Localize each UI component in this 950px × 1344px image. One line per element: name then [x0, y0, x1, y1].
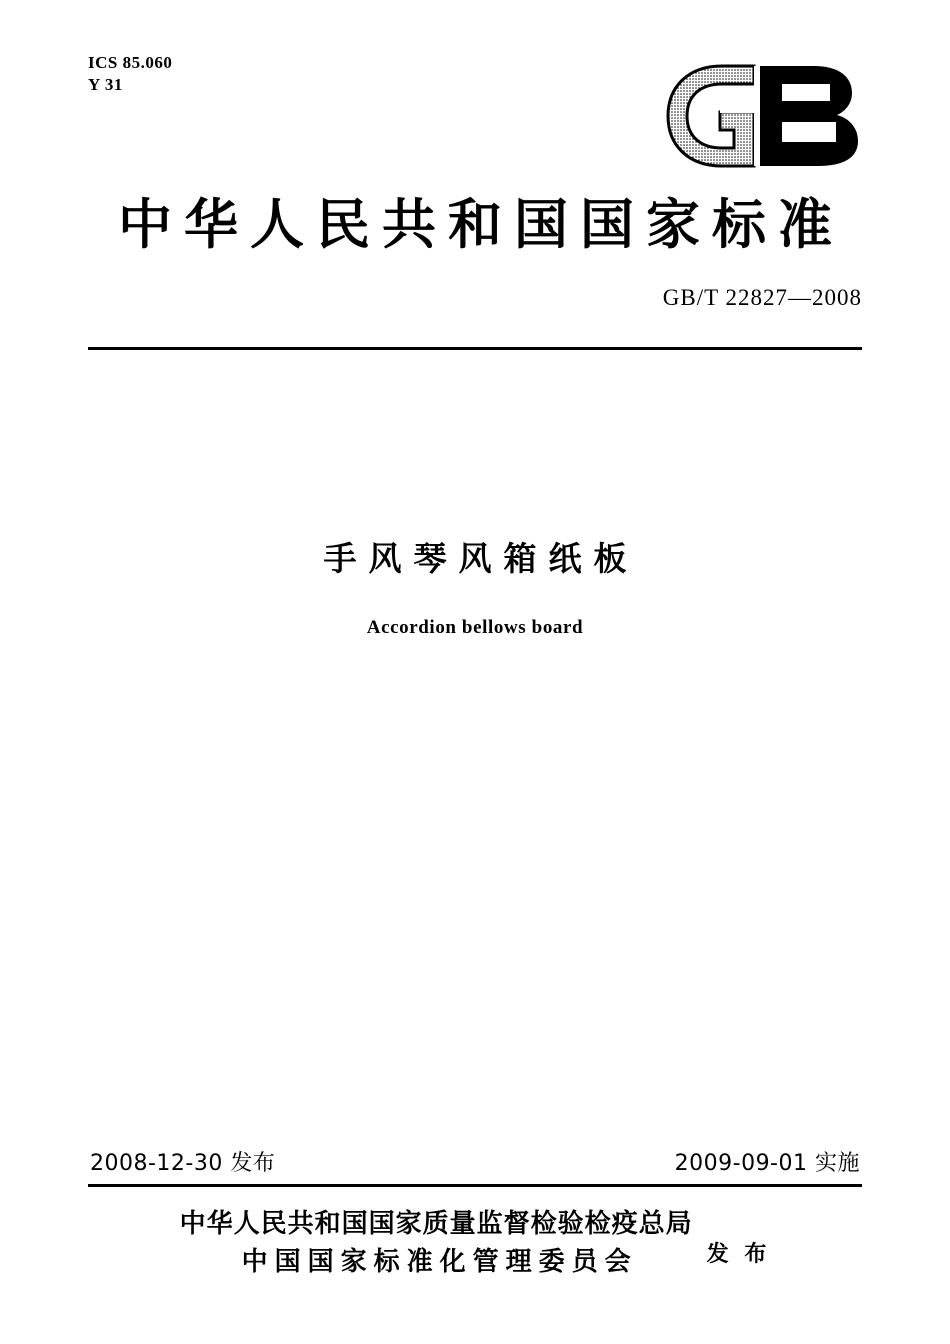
publisher-verb: 发 布 [706, 1241, 771, 1267]
issue-date: 2008-12-30 发布 [90, 1151, 276, 1176]
divider-top [88, 347, 862, 350]
effective-date: 2009-09-01 实施 [674, 1151, 860, 1176]
standard-classification-code: Y 31 [88, 75, 123, 94]
ics-code: ICS 85.060 [88, 53, 173, 72]
document-title-chinese: 手风琴风箱纸板 [323, 539, 639, 578]
classification-codes [88, 52, 172, 96]
page-title: 中华人民共和国国家标准 [118, 193, 844, 256]
publisher-block [0, 1205, 950, 1281]
gb-logo-icon [662, 60, 872, 172]
publisher-inner [180, 1205, 771, 1281]
divider-bottom [88, 1184, 862, 1187]
document-title-english: Accordion bellows board [366, 617, 584, 638]
publisher-names [180, 1205, 693, 1281]
standard-number: GB/T 22827—2008 [662, 285, 862, 310]
publisher-line-1: 中华人民共和国国家质量监督检验检疫总局 [179, 1209, 693, 1239]
publisher-line-2: 中国国家标准化管理委员会 [241, 1247, 638, 1277]
